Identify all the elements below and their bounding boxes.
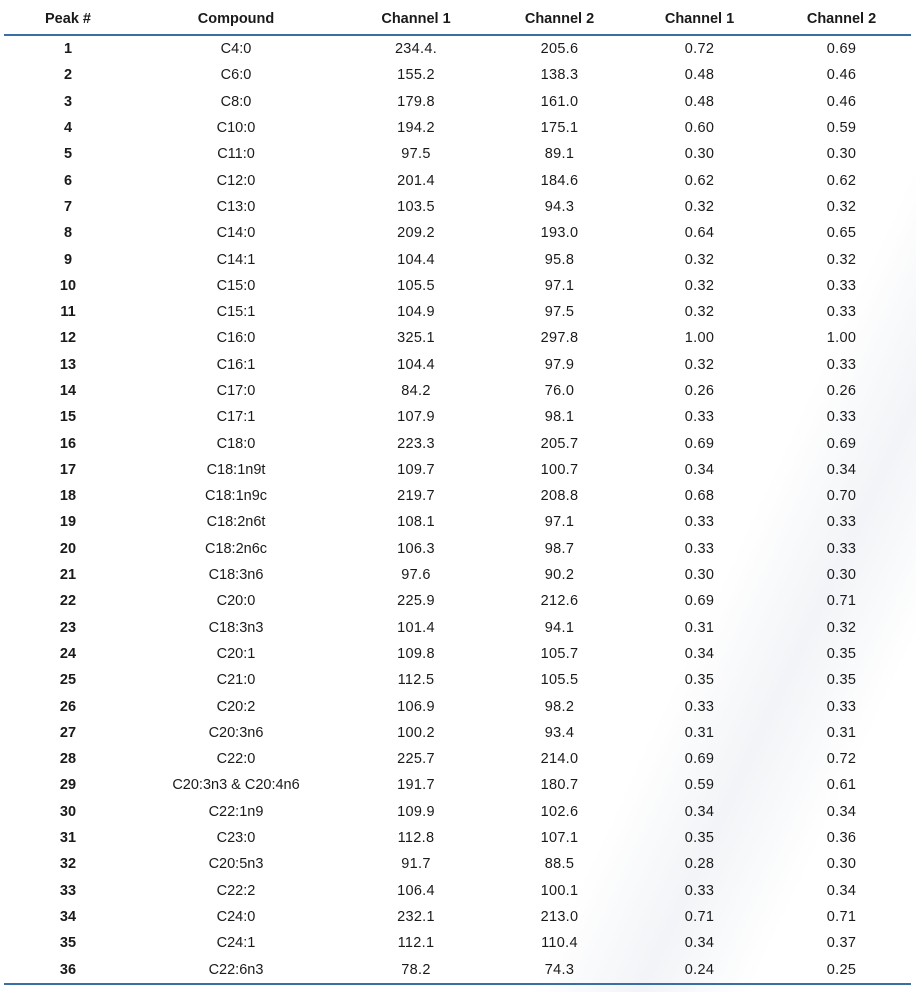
cell-compound: C15:0 xyxy=(216,277,256,294)
table-row xyxy=(4,194,911,220)
cell-peak: 2 xyxy=(63,67,73,84)
cell-compound: C20:0 xyxy=(216,593,256,610)
cell-channel-1-ratio: 0.64 xyxy=(684,225,715,242)
cell-channel-1-value: 179.8 xyxy=(397,93,435,110)
cell-channel-1-value: 108.1 xyxy=(397,514,435,531)
table-row xyxy=(4,220,911,246)
cell-channel-2-value: 93.4 xyxy=(544,724,575,741)
cell-channel-2-value: 97.5 xyxy=(544,304,575,321)
cell-channel-2-value: 193.0 xyxy=(540,225,579,242)
table-row xyxy=(4,641,911,667)
header-channel-2-ratio: Channel 2 xyxy=(772,4,911,35)
cell-channel-1-ratio: 0.35 xyxy=(684,830,715,847)
table-row xyxy=(4,878,911,904)
cell-channel-2-ratio: 0.37 xyxy=(826,935,857,952)
cell-channel-2-ratio: 0.26 xyxy=(826,383,857,399)
cell-channel-1-value: 106.9 xyxy=(397,698,435,715)
table-row xyxy=(4,615,911,641)
cell-channel-1-value: 97.5 xyxy=(401,146,431,163)
cell-channel-1-ratio: 0.33 xyxy=(684,540,715,557)
cell-compound: C18:0 xyxy=(216,435,256,452)
cell-peak: 8 xyxy=(63,225,73,242)
cell-channel-2-ratio: 0.46 xyxy=(826,93,857,110)
cell-channel-1-value: 201.4 xyxy=(397,172,435,189)
cell-channel-2-ratio: 0.32 xyxy=(826,619,857,636)
cell-peak: 22 xyxy=(59,593,77,610)
cell-channel-1-ratio: 0.30 xyxy=(684,146,715,163)
cell-channel-1-value: 106.3 xyxy=(397,540,435,557)
cell-channel-1-value: 106.4 xyxy=(397,882,435,899)
cell-channel-2-value: 100.7 xyxy=(540,461,579,478)
cell-channel-1-value: 109.9 xyxy=(397,803,435,820)
cell-channel-2-value: 110.4 xyxy=(541,935,578,952)
table-row xyxy=(4,930,911,956)
cell-peak: 6 xyxy=(63,172,73,189)
cell-channel-1-ratio: 0.32 xyxy=(684,251,715,268)
cell-compound: C16:1 xyxy=(216,356,256,373)
cell-compound: C20:2 xyxy=(216,698,256,715)
cell-channel-1-ratio: 0.68 xyxy=(684,488,715,505)
table-header xyxy=(4,4,911,35)
cell-compound: C11:0 xyxy=(217,146,255,163)
cell-channel-2-ratio: 0.36 xyxy=(826,830,857,847)
cell-channel-2-value: 76.0 xyxy=(544,383,575,399)
cell-compound: C24:1 xyxy=(216,935,256,952)
cell-peak: 13 xyxy=(59,356,77,373)
cell-channel-2-ratio: 0.72 xyxy=(826,751,857,768)
table-row xyxy=(4,772,911,798)
cell-channel-2-value: 98.7 xyxy=(544,540,575,557)
cell-compound: C18:1n9c xyxy=(204,488,268,505)
table-row xyxy=(4,536,911,562)
cell-channel-2-value: 214.0 xyxy=(540,751,579,768)
cell-peak: 10 xyxy=(59,277,77,294)
header-peak: Peak # xyxy=(4,4,132,35)
cell-channel-1-ratio: 0.32 xyxy=(684,356,715,373)
cell-channel-2-value: 205.6 xyxy=(540,41,579,58)
cell-peak: 33 xyxy=(59,882,77,899)
cell-channel-1-value: 100.2 xyxy=(397,724,435,741)
cell-compound: C20:3n6 xyxy=(208,724,264,741)
cell-channel-1-ratio: 1.00 xyxy=(684,330,715,347)
cell-peak: 29 xyxy=(59,777,77,794)
cell-peak: 34 xyxy=(59,908,77,925)
cell-channel-2-ratio: 0.30 xyxy=(826,146,857,163)
cell-channel-1-value: 97.6 xyxy=(401,567,431,584)
table-row xyxy=(4,273,911,299)
table-row xyxy=(4,588,911,614)
cell-peak: 21 xyxy=(59,567,77,584)
cell-compound: C12:0 xyxy=(216,172,256,189)
cell-channel-1-ratio: 0.62 xyxy=(684,172,715,189)
table-row xyxy=(4,404,911,430)
cell-channel-2-ratio: 0.33 xyxy=(826,277,857,294)
cell-compound: C22:2 xyxy=(216,882,256,899)
cell-compound: C6:0 xyxy=(220,67,252,84)
cell-channel-2-ratio: 1.00 xyxy=(826,330,857,347)
cell-compound: C4:0 xyxy=(220,41,252,58)
cell-channel-2-value: 74.3 xyxy=(492,956,627,983)
cell-channel-1-value: 112.8 xyxy=(397,830,435,847)
cell-compound: C24:0 xyxy=(216,908,256,925)
cell-channel-1-ratio: 0.33 xyxy=(684,882,715,899)
cell-channel-1-ratio: 0.32 xyxy=(684,198,715,215)
cell-channel-1-ratio: 0.32 xyxy=(684,277,715,294)
table-row xyxy=(4,509,911,535)
cell-channel-1-value: 219.7 xyxy=(397,488,435,505)
cell-peak: 12 xyxy=(59,330,77,347)
cell-channel-1-ratio: 0.26 xyxy=(684,383,715,399)
cell-channel-2-ratio: 0.32 xyxy=(826,198,857,215)
cell-peak: 16 xyxy=(59,435,77,452)
cell-channel-1-value: 105.5 xyxy=(397,277,435,294)
cell-channel-2-value: 205.7 xyxy=(540,435,579,452)
cell-channel-2-ratio: 0.33 xyxy=(826,514,857,531)
cell-channel-1-value: 112.1 xyxy=(397,935,435,952)
table-row xyxy=(4,430,911,456)
table-row xyxy=(4,141,911,167)
table-row xyxy=(4,825,911,851)
cell-channel-1-value: 325.1 xyxy=(397,330,435,347)
cell-channel-2-ratio: 0.34 xyxy=(826,461,857,478)
cell-peak: 5 xyxy=(63,146,73,163)
cell-peak: 27 xyxy=(59,724,77,741)
cell-peak: 23 xyxy=(59,619,77,636)
cell-channel-1-value: 155.2 xyxy=(397,67,435,84)
cell-channel-2-value: 105.7 xyxy=(540,645,579,662)
cell-channel-2-value: 102.6 xyxy=(540,803,579,820)
cell-channel-1-ratio: 0.31 xyxy=(684,724,715,741)
cell-peak: 30 xyxy=(59,803,77,820)
table-row xyxy=(4,904,911,930)
cell-channel-1-value: 194.2 xyxy=(397,120,435,137)
table-row xyxy=(4,693,911,719)
cell-channel-2-ratio: 0.69 xyxy=(826,41,857,58)
cell-channel-1-ratio: 0.33 xyxy=(684,698,715,715)
table-row xyxy=(4,562,911,588)
cell-channel-2-ratio: 0.30 xyxy=(826,567,857,584)
cell-channel-1-value: 109.7 xyxy=(397,461,435,478)
cell-channel-1-ratio: 0.59 xyxy=(684,777,715,794)
cell-channel-1-value: 112.5 xyxy=(397,672,435,689)
cell-compound: C21:0 xyxy=(216,672,256,689)
cell-channel-2-value: 105.5 xyxy=(540,672,579,689)
cell-channel-2-value: 184.6 xyxy=(540,172,579,189)
cell-peak: 32 xyxy=(59,856,77,873)
cell-channel-2-ratio: 0.33 xyxy=(826,304,857,321)
cell-channel-1-ratio: 0.60 xyxy=(684,120,715,137)
cell-channel-1-ratio: 0.34 xyxy=(684,461,715,478)
table-row xyxy=(4,115,911,141)
cell-channel-2-value: 94.3 xyxy=(544,198,575,215)
cell-compound: C22:6n3 xyxy=(132,956,340,983)
cell-peak: 18 xyxy=(59,488,77,505)
cell-channel-1-value: 191.7 xyxy=(397,777,435,794)
table-row xyxy=(4,325,911,351)
cell-channel-1-ratio: 0.35 xyxy=(684,672,715,689)
cell-compound: C22:0 xyxy=(216,751,256,768)
cell-peak: 28 xyxy=(59,751,77,768)
cell-channel-1-value: 225.7 xyxy=(397,751,435,768)
cell-peak: 35 xyxy=(59,935,77,952)
cell-channel-1-ratio: 0.34 xyxy=(684,803,715,820)
cell-compound: C22:1n9 xyxy=(208,803,264,820)
table-row xyxy=(4,378,911,404)
cell-channel-2-value: 98.1 xyxy=(544,409,575,426)
cell-peak: 24 xyxy=(59,645,77,662)
cell-compound: C18:3n6 xyxy=(208,567,264,584)
table-row xyxy=(4,746,911,772)
header-row xyxy=(4,4,911,35)
cell-channel-1-ratio: 0.69 xyxy=(684,435,715,452)
cell-channel-2-value: 88.5 xyxy=(544,856,575,873)
cell-compound: C23:0 xyxy=(216,830,256,847)
cell-channel-2-value: 297.8 xyxy=(540,330,579,347)
cell-channel-1-value: 225.9 xyxy=(397,593,435,610)
cell-channel-2-value: 97.9 xyxy=(544,356,575,373)
table-container xyxy=(0,4,916,985)
cell-peak: 11 xyxy=(60,304,76,321)
cell-channel-2-ratio: 0.34 xyxy=(826,882,857,899)
cell-channel-2-ratio: 0.31 xyxy=(826,724,857,741)
cell-compound: C20:5n3 xyxy=(208,856,264,873)
table-row xyxy=(4,799,911,825)
cell-channel-1-ratio: 0.31 xyxy=(684,619,715,636)
cell-channel-2-value: 138.3 xyxy=(540,67,579,84)
cell-channel-1-value: 223.3 xyxy=(397,435,435,452)
cell-compound: C18:2n6t xyxy=(206,514,266,531)
header-compound: Compound xyxy=(132,4,340,35)
cell-channel-2-ratio: 0.33 xyxy=(826,698,857,715)
table-row xyxy=(4,483,911,509)
cell-channel-2-value: 213.0 xyxy=(540,908,579,925)
cell-channel-2-ratio: 0.71 xyxy=(826,593,857,610)
cell-channel-1-value: 84.2 xyxy=(401,383,431,399)
cell-compound: C18:3n3 xyxy=(208,619,264,636)
cell-peak: 14 xyxy=(59,383,77,399)
cell-channel-2-ratio: 0.33 xyxy=(826,409,857,426)
table-row xyxy=(4,299,911,325)
cell-channel-1-value: 103.5 xyxy=(397,198,435,215)
table-row xyxy=(4,167,911,193)
cell-channel-2-ratio: 0.62 xyxy=(826,172,857,189)
cell-channel-1-ratio: 0.34 xyxy=(684,645,715,662)
cell-channel-1-ratio: 0.69 xyxy=(684,751,715,768)
cell-peak: 17 xyxy=(59,461,77,478)
cell-channel-2-ratio: 0.46 xyxy=(826,67,857,84)
cell-channel-2-value: 97.1 xyxy=(544,514,575,531)
cell-channel-1-ratio: 0.71 xyxy=(684,908,715,925)
table-row xyxy=(4,720,911,746)
table-row xyxy=(4,956,911,983)
cell-peak: 20 xyxy=(59,540,77,557)
cell-peak: 9 xyxy=(63,251,73,268)
cell-channel-1-ratio: 0.24 xyxy=(627,956,772,983)
cell-channel-2-ratio: 0.70 xyxy=(826,488,857,505)
cell-peak: 4 xyxy=(63,120,73,137)
cell-channel-1-ratio: 0.34 xyxy=(684,935,715,952)
header-channel-1-value: Channel 1 xyxy=(340,4,492,35)
cell-peak: 19 xyxy=(59,514,77,531)
cell-channel-2-ratio: 0.35 xyxy=(826,672,857,689)
cell-channel-1-value: 209.2 xyxy=(397,225,435,242)
cell-compound: C18:2n6c xyxy=(204,540,268,557)
cell-compound: C13:0 xyxy=(216,198,256,215)
cell-channel-2-ratio: 0.25 xyxy=(772,956,911,983)
cell-channel-1-ratio: 0.32 xyxy=(684,304,715,321)
cell-channel-1-value: 104.4 xyxy=(397,356,435,373)
cell-channel-1-value: 107.9 xyxy=(397,409,435,426)
cell-peak: 1 xyxy=(63,41,73,58)
cell-channel-1-value: 101.4 xyxy=(397,619,435,636)
cell-channel-1-ratio: 0.72 xyxy=(684,41,715,58)
cell-channel-1-value: 109.8 xyxy=(397,645,435,662)
cell-channel-1-value: 104.9 xyxy=(397,304,435,321)
cell-channel-2-ratio: 0.33 xyxy=(826,356,857,373)
peak-table xyxy=(4,4,911,985)
cell-channel-1-value: 91.7 xyxy=(401,856,431,873)
cell-compound: C8:0 xyxy=(220,93,252,110)
cell-channel-2-ratio: 0.33 xyxy=(826,540,857,557)
header-channel-2-value: Channel 2 xyxy=(492,4,627,35)
table-row xyxy=(4,667,911,693)
table-row xyxy=(4,246,911,272)
cell-channel-2-ratio: 0.71 xyxy=(826,908,857,925)
cell-channel-2-value: 100.1 xyxy=(540,882,579,899)
cell-channel-2-value: 212.6 xyxy=(540,593,579,610)
cell-channel-1-ratio: 0.28 xyxy=(684,856,715,873)
cell-compound: C14:1 xyxy=(216,251,256,268)
cell-peak: 31 xyxy=(59,830,77,847)
cell-channel-1-ratio: 0.30 xyxy=(684,567,715,584)
cell-channel-2-value: 175.1 xyxy=(540,120,579,137)
cell-channel-2-ratio: 0.34 xyxy=(826,803,857,820)
table-row xyxy=(4,352,911,378)
cell-channel-2-ratio: 0.32 xyxy=(826,251,857,268)
cell-channel-2-value: 94.1 xyxy=(544,619,575,636)
cell-peak: 7 xyxy=(63,198,73,215)
cell-channel-2-value: 98.2 xyxy=(544,698,575,715)
cell-channel-2-value: 161.0 xyxy=(540,93,579,110)
cell-channel-2-value: 89.1 xyxy=(544,146,575,163)
table-row xyxy=(4,851,911,877)
cell-peak: 25 xyxy=(59,672,77,689)
cell-channel-2-value: 208.8 xyxy=(540,488,579,505)
cell-channel-2-ratio: 0.65 xyxy=(826,225,857,242)
cell-channel-2-ratio: 0.69 xyxy=(826,435,857,452)
cell-channel-2-value: 95.8 xyxy=(544,251,575,268)
cell-compound: C15:1 xyxy=(216,304,256,321)
cell-channel-1-value: 104.4 xyxy=(397,251,435,268)
cell-channel-2-value: 90.2 xyxy=(544,567,575,584)
cell-channel-1-value: 234.4. xyxy=(394,41,438,58)
cell-channel-2-value: 97.1 xyxy=(544,277,575,294)
cell-compound: C18:1n9t xyxy=(206,461,266,478)
cell-channel-2-value: 180.7 xyxy=(540,777,579,794)
cell-peak: 26 xyxy=(59,698,77,715)
table-row xyxy=(4,35,911,62)
cell-channel-1-ratio: 0.48 xyxy=(684,93,715,110)
cell-compound: C20:3n3 & C20:4n6 xyxy=(172,777,300,794)
cell-channel-1-value: 232.1 xyxy=(397,908,435,925)
cell-peak: 36 xyxy=(4,956,132,983)
cell-peak: 15 xyxy=(59,409,77,426)
cell-compound: C20:1 xyxy=(216,645,256,662)
cell-compound: C14:0 xyxy=(216,225,256,242)
cell-compound: C17:1 xyxy=(216,409,256,426)
cell-channel-2-ratio: 0.30 xyxy=(826,856,857,873)
cell-peak: 3 xyxy=(63,93,73,110)
cell-channel-1-ratio: 0.48 xyxy=(684,67,715,84)
table-row xyxy=(4,62,911,88)
cell-channel-2-ratio: 0.35 xyxy=(826,645,857,662)
table-row xyxy=(4,89,911,115)
cell-channel-2-ratio: 0.61 xyxy=(826,777,857,794)
cell-channel-1-ratio: 0.33 xyxy=(684,514,715,531)
cell-compound: C10:0 xyxy=(216,120,256,137)
table-row xyxy=(4,457,911,483)
cell-channel-1-value: 78.2 xyxy=(340,956,492,983)
cell-channel-1-ratio: 0.33 xyxy=(684,409,715,426)
header-channel-1-ratio: Channel 1 xyxy=(627,4,772,35)
cell-channel-2-ratio: 0.59 xyxy=(826,120,857,137)
cell-channel-2-value: 107.1 xyxy=(540,830,579,847)
table-body xyxy=(4,35,911,984)
cell-compound: C16:0 xyxy=(216,330,256,347)
cell-compound: C17:0 xyxy=(216,383,256,399)
cell-channel-1-ratio: 0.69 xyxy=(684,593,715,610)
